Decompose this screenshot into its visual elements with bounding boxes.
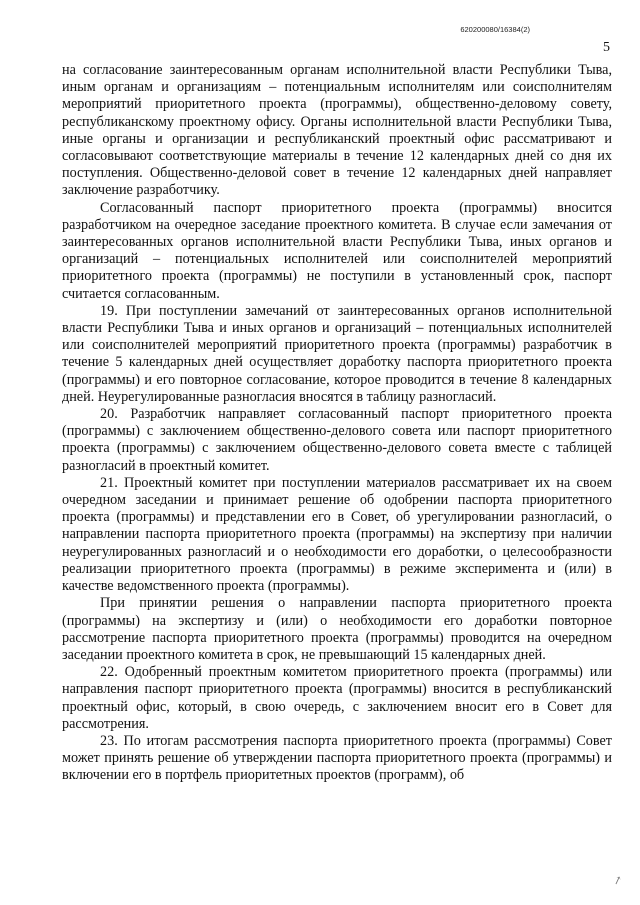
paragraph: на согласование заинтересованным органам исполнительной власти Республики Тыва, иным органам и организациям – потенциальным исполнителям или соисполнителям мероприятий приоритетного проекта (программы), общественно-деловому совету, республиканскому проектному офису. Органы исполнительной власти Республики Тыва, иные органы и организации и республиканский проектный офис рассматривают и согласовывают соответствующие материалы в течение 12 календарных дней со дня их поступления. Общественно-деловой совет в течение 12 календарных дней направляет заключение разработчику. [62, 62, 612, 199]
body-text [62, 62, 612, 785]
paragraph: 20. Разработчик направляет согласованный паспорт приоритетного проекта (программы) с заключением общественно-делового совета или паспорт приоритетного проекта (программы) с заключением общественно-делового совета вместе с таблицей разногласий в проектный комитет. [62, 406, 612, 474]
document-id: 620200080/16384(2) [460, 25, 530, 34]
paragraph: 21. Проектный комитет при поступлении материалов рассматривает их на своем очередном заседании и принимает решение об одобрении паспорта приоритетного проекта (программы) и представлении его в Совет, об урегулировании разногласий, о направлении паспорта приоритетного проекта (программы) на экспертизу при наличии неурегулированных разногласий и о необходимости его доработки, о целесообразности реализации приоритетного проекта (программы) в режиме эксперимента и (или) в качестве ведомственного проекта (программы). [62, 474, 612, 595]
paragraph: 19. При поступлении замечаний от заинтересованных органов исполнительной власти Республики Тыва и иных органов и организаций – потенциальных исполнителей или соисполнителей мероприятий приоритетного проекта (программы) разработчик в течение 5 календарных дней осуществляет доработку паспорта приоритетного проекта (программы) и его повторное согласование, которое проводится в течение 8 календарных дней. Неурегулированные разногласия вносятся в таблицу разногласий. [62, 302, 612, 405]
paragraph: 22. Одобренный проектным комитетом приоритетного проекта (программы) или направления паспорт приоритетного проекта (программы) вносится в республиканский проектный офис, который, в свою очередь, с заключением вносит его в Совет для рассмотрения. [62, 664, 612, 732]
page-number: 5 [603, 40, 610, 55]
paragraph: Согласованный паспорт приоритетного проекта (программы) вносится разработчиком на очередное заседание проектного комитета. В случае если замечания от заинтересованных органов исполнительной власти Республики Тыва, иных органов и организаций – потенциальных исполнителей или соисполнителей мероприятий приоритетного проекта (программы) не поступили в установленный срок, паспорт считается согласованным. [62, 199, 612, 302]
corner-mark: ↗ [611, 873, 624, 889]
paragraph: При принятии решения о направлении паспорта приоритетного проекта (программы) на экспертизу и (или) о необходимости его доработки повторное рассмотрение паспорта приоритетного проекта (программы) проводится на очередном заседании проектного комитета в срок, не превышающий 15 календарных дней. [62, 595, 612, 663]
paragraph: 23. По итогам рассмотрения паспорта приоритетного проекта (программы) Совет может принять решение об утверждении паспорта приоритетного проекта (программы) и включении его в портфель приоритетных проектов (программ), об [62, 732, 612, 784]
